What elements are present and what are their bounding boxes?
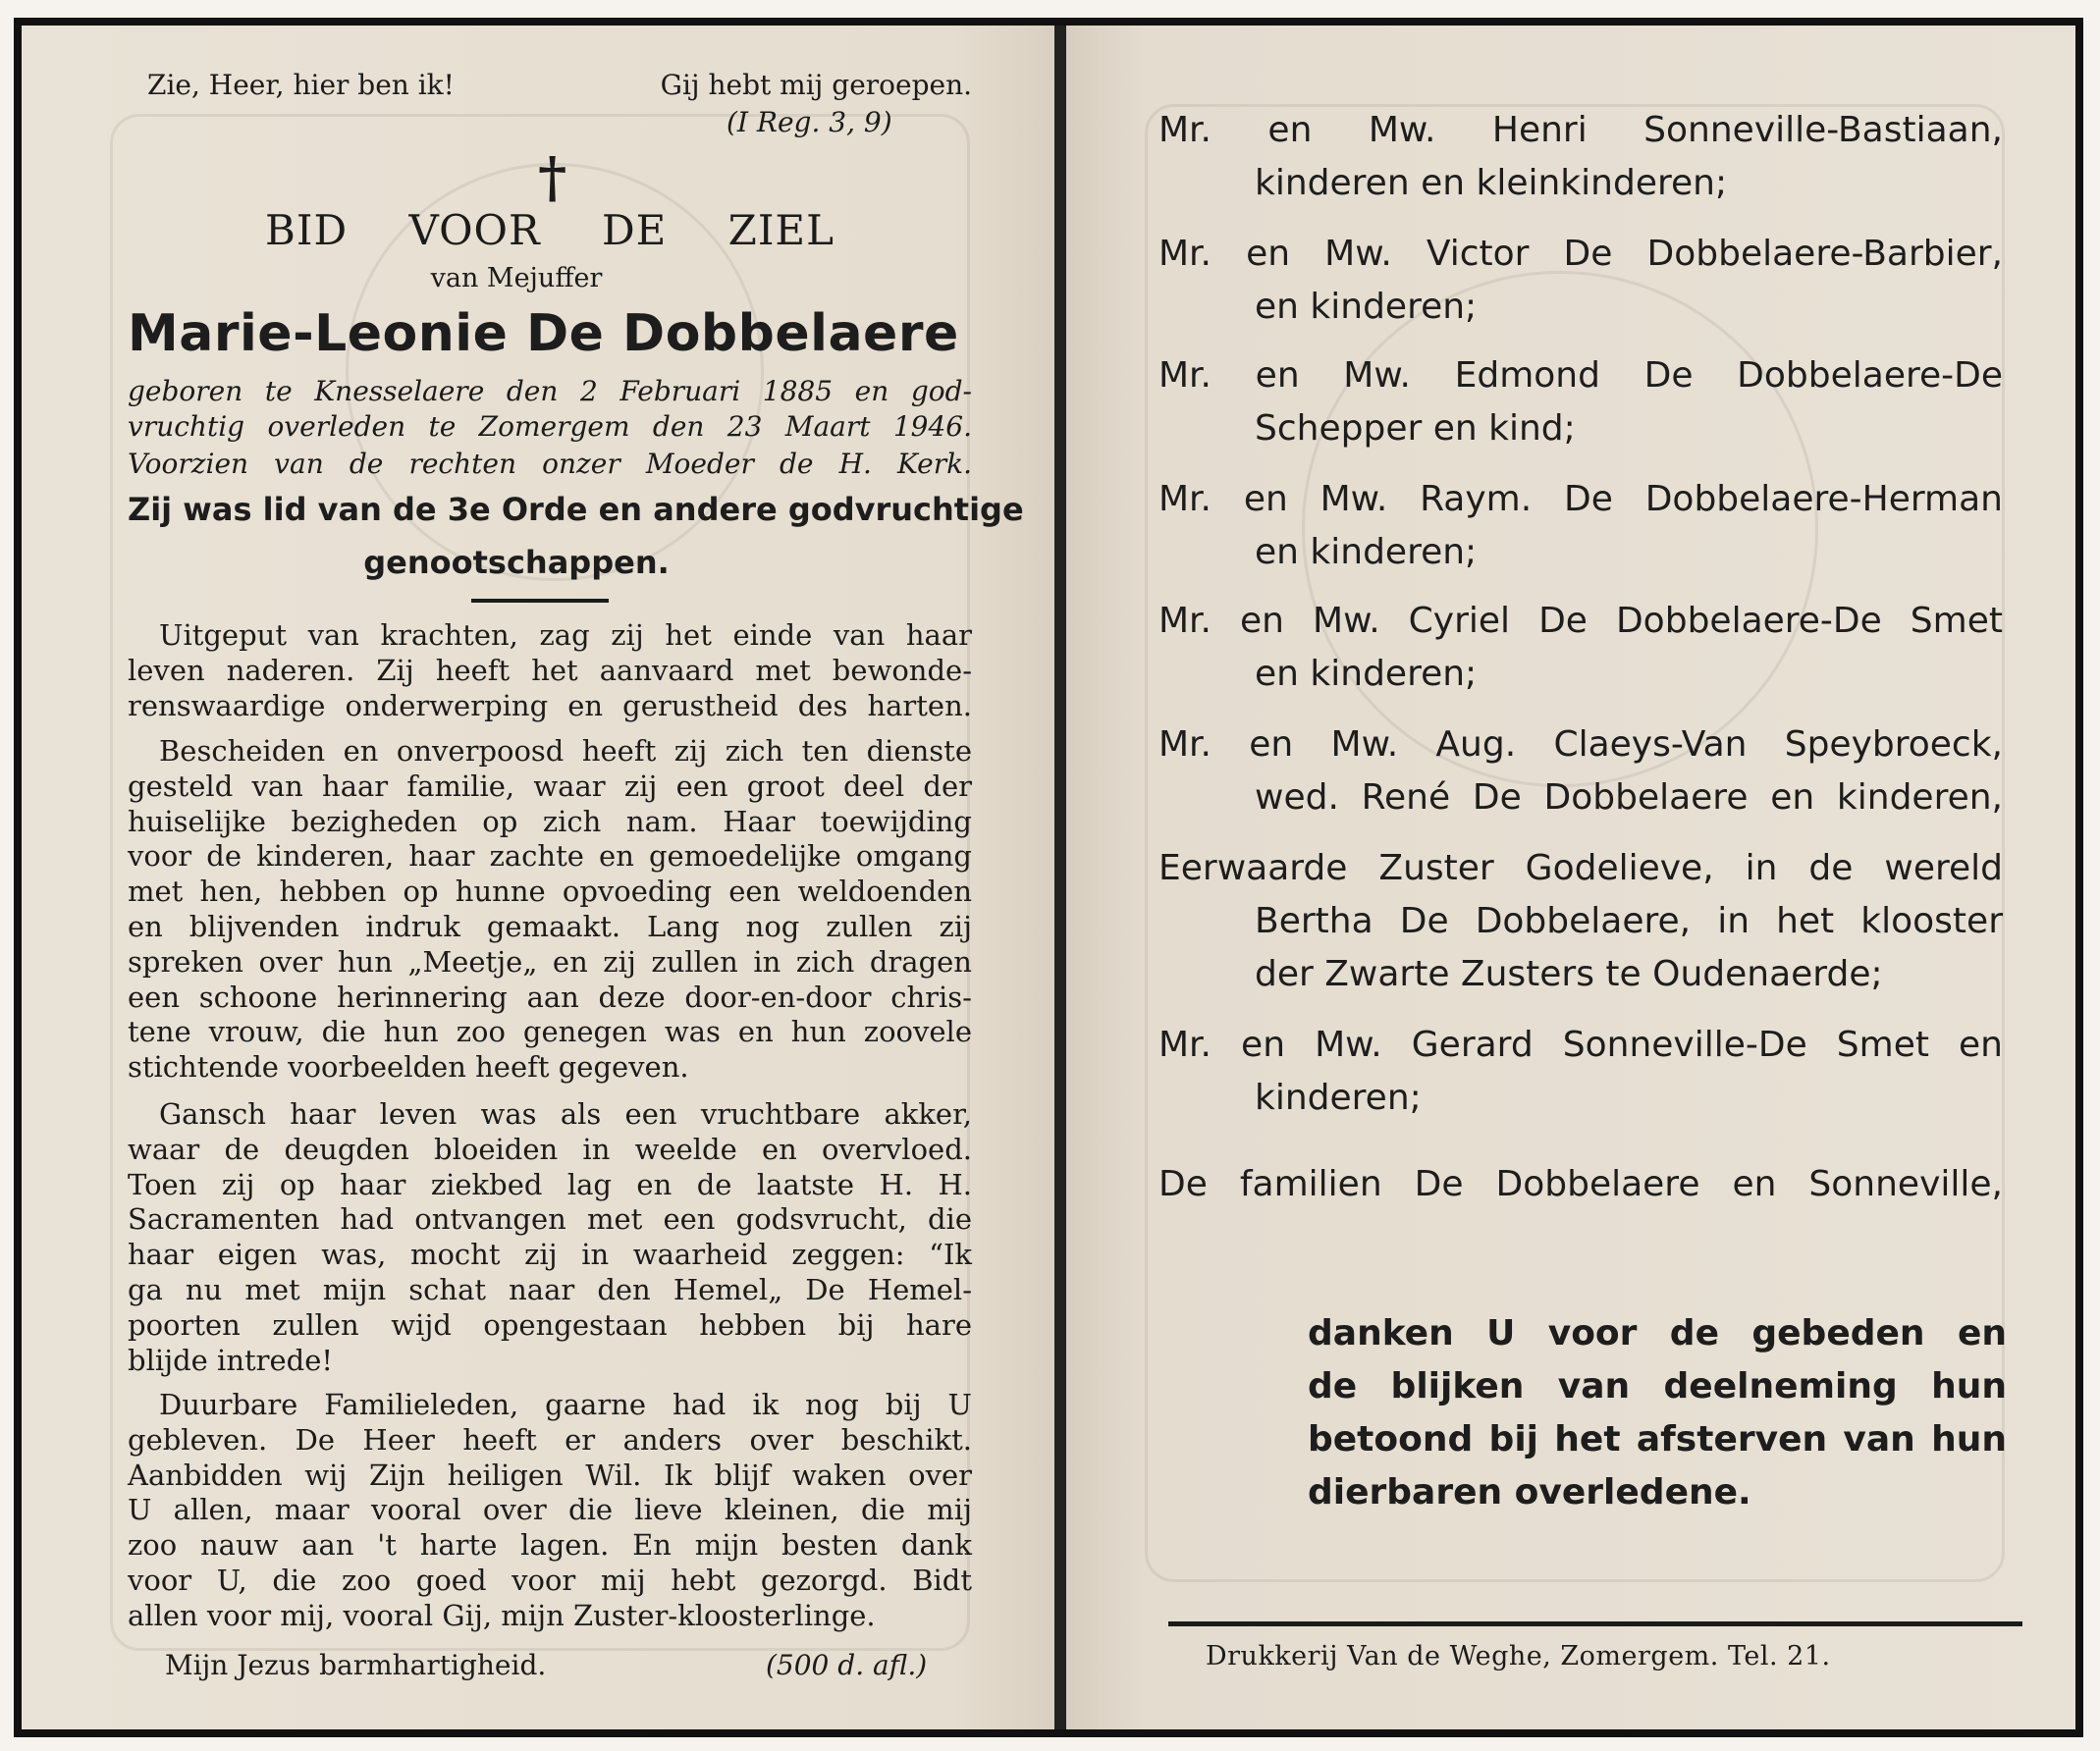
family-entry xyxy=(1158,718,2003,824)
family-line: Mr. en Mw. Raym. De Dobbelaere-Herman xyxy=(1158,479,2003,519)
cross-icon: † xyxy=(538,145,567,210)
birth-line-1: geboren te Knesselaere den 2 Februari 1885 en god- xyxy=(128,375,972,407)
family-entry xyxy=(1158,595,2003,701)
text-line: een schoone herinnering aan deze door-en-door chris- xyxy=(128,980,972,1014)
family-line: Schepper en kind; xyxy=(1255,408,1576,449)
membership-line-1: Zij was lid van de 3e Orde en andere godvruchtige xyxy=(128,491,1024,528)
text-line: renswaardige onderwerping en gerustheid des harten. xyxy=(128,688,972,722)
family-entry xyxy=(1158,104,2003,210)
text-line: allen voor mij, vooral Gij, mijn Zuster-kloosterlinge. xyxy=(128,1598,876,1632)
text-line: waar de deugden bloeiden in weelde en overvloed. xyxy=(128,1132,972,1166)
family-line: en kinderen; xyxy=(1255,532,1478,572)
text-line: huiselijke bezigheden op zich nam. Haar toewijding xyxy=(128,804,972,838)
birth-line-2: vruchtig overleden te Zomergem den 23 Maart 1946. xyxy=(128,410,972,443)
text-line: Uitgeput van krachten, zag zij het einde van haar xyxy=(159,618,972,652)
text-line: leven naderen. Zij heeft het aanvaard met bewonde- xyxy=(128,653,972,687)
motto-part-2: Gij hebt mij geroepen. xyxy=(660,69,972,101)
family-line: kinderen en kleinkinderen; xyxy=(1255,163,1728,203)
family-entry xyxy=(1158,842,2003,1001)
family-line: Mr. en Mw. Aug. Claeys-Van Speybroeck, xyxy=(1158,724,2003,765)
deceased-name: Marie-Leonie De Dobbelaere xyxy=(128,304,959,363)
family-line: der Zwarte Zusters te Oudenaerde; xyxy=(1255,954,1883,994)
family-line: Mr. en Mw. Gerard Sonneville-De Smet en xyxy=(1158,1025,2003,1065)
family-line: wed. René De Dobbelaere en kinderen, xyxy=(1255,777,2003,818)
text-line: Bescheiden en onverpoosd heeft zij zich ten dienste xyxy=(159,734,972,768)
thanks-line: danken U voor de gebeden en xyxy=(1308,1313,2007,1353)
van-mejuffer: van Mejuffer xyxy=(430,263,603,293)
heading-word: VOOR xyxy=(408,206,541,254)
scripture-motto xyxy=(147,69,972,101)
family-line: Mr. en Mw. Edmond De Dobbelaere-De xyxy=(1158,355,2003,396)
sacraments-line: Voorzien van de rechten onzer Moeder de H. Kerk. xyxy=(128,448,972,480)
text-line: U allen, maar vooral over die lieve kleinen, die mij xyxy=(128,1493,972,1527)
family-line: Eerwaarde Zuster Godelieve, in de wereld xyxy=(1158,848,2003,888)
text-line: blijde intrede! xyxy=(128,1343,334,1377)
family-entry xyxy=(1158,473,2003,579)
text-line: Gansch haar leven was als een vruchtbare akker, xyxy=(159,1097,972,1131)
text-line: tene vrouw, die hun zoo genegen was en hun zoovele xyxy=(128,1015,972,1049)
heading-word: BID xyxy=(265,206,349,254)
membership-line-2: genootschappen. xyxy=(363,544,670,581)
heading-pray-for-soul xyxy=(265,206,835,254)
family-line: en kinderen; xyxy=(1255,654,1478,694)
family-entry xyxy=(1158,349,2003,455)
closing-prayer: Mijn Jezus barmhartigheid. xyxy=(165,1649,547,1681)
family-line: Bertha De Dobbelaere, in het klooster xyxy=(1255,901,2003,941)
card-fold xyxy=(1054,26,1066,1729)
family-line: Mr. en Mw. Cyriel De Dobbelaere-De Smet xyxy=(1158,601,2003,641)
paragraph-2 xyxy=(128,734,972,1086)
family-entry xyxy=(1158,1019,2003,1125)
thanks-line: de blijken van deelneming hun xyxy=(1308,1366,2007,1406)
text-line: Toen zij op haar ziekbed lag en de laatste H. H. xyxy=(128,1167,972,1201)
family-line: Mr. en Mw. Henri Sonneville-Bastiaan, xyxy=(1158,110,2003,150)
paragraph-4 xyxy=(128,1388,972,1634)
printer-divider xyxy=(1168,1621,2022,1626)
text-line: spreken over hun „Meetje„ en zij zullen in zich dragen xyxy=(128,944,972,979)
paragraph-3 xyxy=(128,1097,972,1378)
text-line: gesteld van haar familie, waar zij een groot deel der xyxy=(128,769,972,803)
text-line: ga nu met mijn schat naar den Hemel„ De Hemel- xyxy=(128,1272,972,1306)
family-line: De familien De Dobbelaere en Sonneville, xyxy=(1158,1164,2003,1204)
thanks-line: dierbaren overledene. xyxy=(1308,1472,1751,1512)
text-line: Duurbare Familieleden, gaarne had ik nog bij U xyxy=(159,1388,972,1421)
text-line: Aanbidden wij Zijn heiligen Wil. Ik blijf waken over xyxy=(128,1458,972,1492)
thanks-message xyxy=(1308,1307,2007,1519)
text-line: stichtende voorbeelden heeft gegeven. xyxy=(128,1050,689,1085)
paragraph-1 xyxy=(128,618,972,723)
family-line: en kinderen; xyxy=(1255,287,1478,327)
motto-part-1: Zie, Heer, hier ben ik! xyxy=(147,69,455,101)
scripture-reference: (I Reg. 3, 9) xyxy=(727,106,892,138)
text-line: gebleven. De Heer heeft er anders over beschikt. xyxy=(128,1422,972,1457)
thanks-line: betoond bij het afsterven van hun xyxy=(1308,1419,2007,1459)
text-line: en blijvenden indruk gemaakt. Lang nog zullen zij xyxy=(128,909,972,943)
text-line: voor U, die zoo goed voor mij hebt gezorgd. Bidt xyxy=(128,1563,972,1597)
family-entry xyxy=(1158,228,2003,334)
family-entry xyxy=(1158,1158,2003,1211)
printer-credit: Drukkerij Van de Weghe, Zomergem. Tel. 21. xyxy=(1206,1641,1831,1671)
heading-word: DE xyxy=(601,206,668,254)
text-line: zoo nauw aan 't harte lagen. En mijn besten dank xyxy=(128,1528,972,1563)
divider xyxy=(471,599,609,603)
family-line: kinderen; xyxy=(1255,1078,1422,1118)
text-line: poorten zullen wijd opengestaan hebben bij hare xyxy=(128,1307,972,1342)
text-line: voor de kinderen, haar zachte en gemoedelijke omgang xyxy=(128,839,972,874)
text-line: haar eigen was, mocht zij in waarheid zeggen: “Ik xyxy=(128,1238,972,1272)
indulgence-note: (500 d. afl.) xyxy=(766,1649,928,1681)
family-line: Mr. en Mw. Victor De Dobbelaere-Barbier, xyxy=(1158,234,2003,274)
text-line: met hen, hebben op hunne opvoeding een weldoenden xyxy=(128,875,972,909)
heading-word: ZIEL xyxy=(727,206,835,254)
text-line: Sacramenten had ontvangen met een godsvrucht, die xyxy=(128,1202,972,1237)
